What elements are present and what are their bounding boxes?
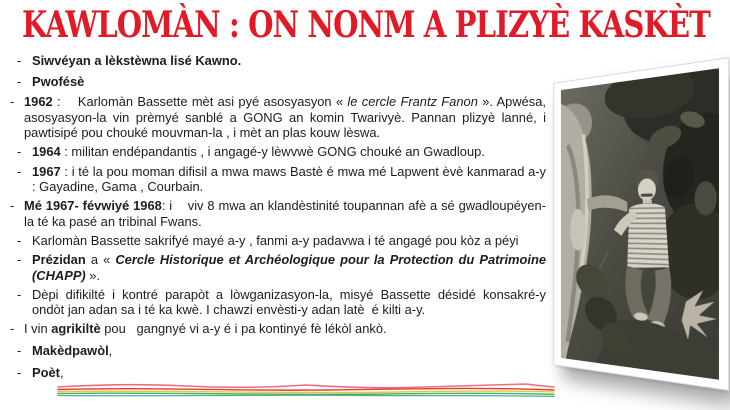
rainbow-squiggle-decoration	[56, 381, 558, 401]
bullet-dash: -	[10, 198, 15, 214]
bullet-dash: -	[17, 252, 22, 268]
bullet-text: Pwofésè	[32, 73, 85, 89]
bullet-item	[8, 94, 554, 141]
bullet-text: Karlomàn Bassette sakrifyé mayé a-y , fanmi a-y padavwa i té angagé pou kòz a péyi	[32, 232, 519, 248]
bullet-dash: -	[17, 144, 22, 160]
bullet-dash: -	[17, 232, 22, 248]
bullet-text: Poèt,	[32, 364, 64, 380]
bullet-text: Prézidan a « Cercle Historique et Archéologique pour la Protection du Patrimoine (CHAPP) ».	[32, 252, 550, 283]
bullet-list	[8, 53, 554, 380]
bullet-item	[8, 198, 546, 229]
bullet-dash: -	[10, 94, 15, 110]
photo-frame	[554, 58, 728, 389]
bullet-text: Siwvéyan a lèkstèwna lisé Kawno.	[32, 53, 242, 68]
bullet-text: Makèdpawòl,	[32, 343, 113, 358]
bullet-dash: -	[17, 286, 22, 302]
bullet-text: 1964 : militan endépandantis , i angagé-y lèwvwè GONG chouké an Gwadloup.	[32, 144, 485, 160]
bullet-item	[8, 53, 546, 69]
bullet-item	[8, 365, 546, 381]
bullet-item	[8, 233, 546, 249]
bullet-text: I vin agrikiltè pou gangnyé vi a-y é i pa kontinyé fè lékòl ankò.	[24, 321, 387, 337]
bullet-dash: -	[10, 321, 15, 337]
bullet-item	[8, 163, 550, 195]
bullet-dash: -	[17, 163, 22, 179]
bullet-dash: -	[17, 343, 22, 358]
portrait-photo	[561, 68, 719, 379]
bullet-dash: -	[17, 73, 22, 89]
bullet-item	[8, 343, 546, 359]
bullet-dash: -	[17, 364, 22, 380]
bullet-text: Mé 1967- févwiyé 1968: i viv 8 mwa an klandèstinité toupannan afè a sé gwadloupéyen-la té ka pasé an tribinal Fwans.	[24, 198, 547, 229]
bullet-dash: -	[17, 53, 22, 68]
page-title: KAWLOMÀN : ON NONM A PLIZYÈ KASKÈT	[21, 4, 710, 47]
bullet-text: 1962 : Karlomàn Bassette mèt asi pyé asosyasyon « le cercle Frantz Fanon ». Apwésa, asosyasyon-la vin prèmyé sanblé a GONG an komin Twarivyè. Pannan plizyè lanné, i pawtisipé pou chouké mouvman-la , i mèt an plas kouw lèswa.	[24, 94, 554, 141]
bullet-item	[8, 74, 546, 90]
body-text-block	[8, 53, 554, 384]
bullet-text: 1967 : i té la pou moman difisil a mwa maws Bastè é mwa mé Lapwent èvè kanmarad a-y : Gayadine, Gama , Courbain.	[32, 163, 550, 195]
bullet-item	[8, 286, 550, 318]
title-bar	[0, 4, 730, 47]
bullet-item	[8, 252, 550, 283]
bullet-text: Dèpi difikilté i kontré parapòt a lòwganizasyon-la, misyé Bassette désidé konsakré-y ondòt jan adan sa i té ka kwè. I chawzi envèsti-y adan latè é kilti a-y.	[32, 286, 550, 318]
bullet-item	[8, 144, 546, 160]
bullet-item	[8, 321, 546, 337]
